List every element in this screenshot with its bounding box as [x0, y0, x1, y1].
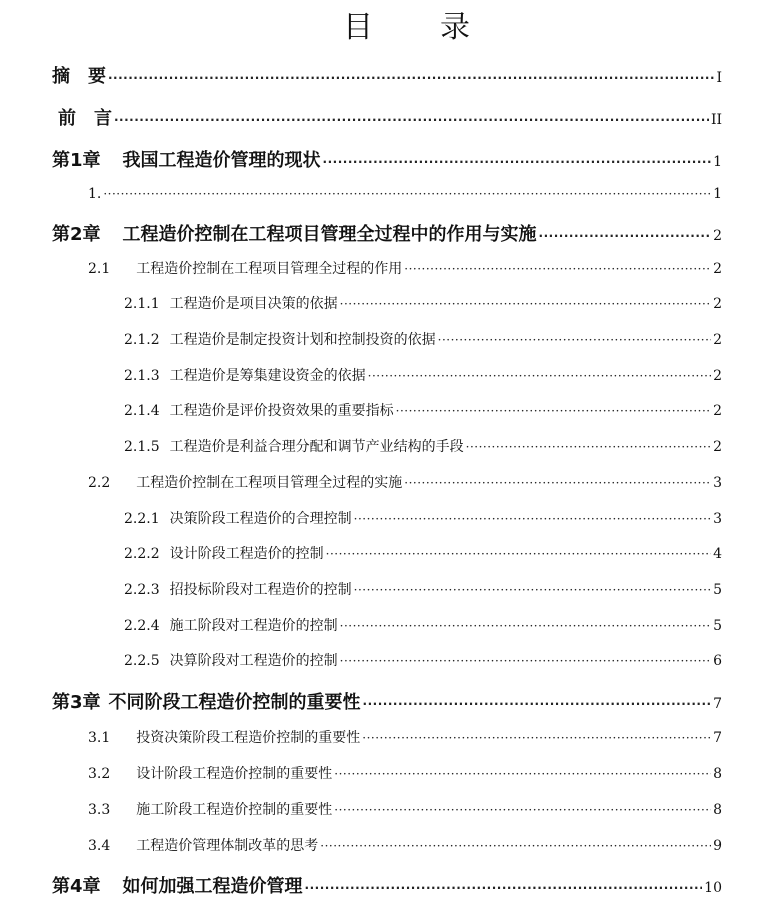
toc-entry-title: 工程造价控制在工程项目管理全过程的作用	[136, 261, 403, 277]
toc-entry[interactable]	[52, 62, 722, 88]
toc-entry[interactable]	[52, 146, 722, 172]
toc-entry-title: 决策阶段工程造价的合理控制	[169, 511, 352, 527]
toc-leader-dots	[305, 874, 703, 892]
toc-entry-number: 3.3	[88, 802, 111, 818]
toc-leader-dots	[396, 401, 711, 415]
toc-entry[interactable]	[124, 365, 722, 385]
toc-leader-dots	[320, 836, 711, 850]
toc-entry-title: 工程造价控制在工程项目管理全过程的实施	[136, 475, 403, 491]
toc-entry[interactable]	[52, 688, 722, 714]
toc-page-number: II	[710, 112, 722, 128]
toc-leader-dots	[539, 222, 712, 240]
toc-leader-dots	[323, 148, 712, 166]
toc-entry-title: 工程造价是利益合理分配和调节产业结构的手段	[169, 439, 464, 455]
toc-entry-number: 2.1.2	[124, 332, 160, 348]
toc-entry-title: 工程造价控制在工程项目管理全过程中的作用与实施	[122, 224, 537, 245]
toc-entry-number: 第3章	[52, 692, 101, 713]
toc-entry[interactable]	[124, 650, 722, 670]
toc-page-number: 5	[713, 618, 722, 634]
toc-page-number: 2	[713, 296, 722, 312]
toc-entry-number: 摘 要	[52, 66, 106, 87]
toc-page-number: 2	[713, 368, 722, 384]
toc-entry-number: 2.2.4	[124, 618, 160, 634]
toc-entry-number: 第1章	[52, 150, 101, 171]
toc-entry-title: 如何加强工程造价管理	[122, 876, 303, 897]
toc-leader-dots	[362, 728, 711, 742]
toc-entry[interactable]	[88, 472, 722, 492]
toc-leader-dots	[368, 366, 711, 380]
toc-leader-dots	[103, 184, 711, 198]
toc-page-number: 4	[713, 546, 722, 562]
toc-leader-dots	[404, 259, 711, 273]
toc-page-number: 6	[713, 653, 722, 669]
toc-entry-number: 前 言	[58, 108, 112, 129]
toc-page-number: 2	[713, 403, 722, 419]
toc-leader-dots	[363, 690, 712, 708]
toc-title-char-2: 录	[440, 10, 472, 45]
toc-page-number: 7	[713, 696, 722, 712]
toc-page-number: 8	[713, 766, 722, 782]
toc-leader-dots	[354, 580, 711, 594]
toc-leader-dots	[334, 764, 711, 778]
toc-entry-number: 3.1	[88, 730, 111, 746]
toc-entry-number: 2.2.3	[124, 582, 160, 598]
toc-entry[interactable]	[88, 184, 722, 202]
toc-entry-title: 工程造价是筹集建设资金的依据	[169, 368, 366, 384]
toc-entry[interactable]	[52, 220, 722, 246]
toc-entry-number: 第4章	[52, 876, 101, 897]
toc-page-number: 3	[713, 475, 722, 491]
toc-page-number: 2	[713, 261, 722, 277]
toc-page-number: 8	[713, 802, 722, 818]
toc-leader-dots	[340, 616, 711, 630]
toc-leader-dots	[340, 651, 711, 665]
toc-entry-number: 3.2	[88, 766, 111, 782]
toc-entry[interactable]	[88, 799, 722, 819]
toc-entry[interactable]	[124, 508, 722, 528]
toc-entry-number: 2.1.5	[124, 439, 160, 455]
toc-entry-number: 2.1.1	[124, 296, 160, 312]
toc-page-number: 7	[713, 730, 722, 746]
toc-entry[interactable]	[58, 104, 722, 130]
toc-entry[interactable]	[124, 543, 722, 563]
toc-entry-title: 工程造价是制定投资计划和控制投资的依据	[169, 332, 436, 348]
toc-page-number: 9	[713, 838, 722, 854]
toc-entry-number: 2.1.4	[124, 403, 160, 419]
toc-leader-dots	[114, 106, 709, 124]
toc-leader-dots	[340, 294, 711, 308]
toc-entry-title: 设计阶段工程造价控制的重要性	[136, 766, 333, 782]
toc-entry[interactable]	[88, 258, 722, 278]
toc-entry[interactable]	[124, 400, 722, 420]
toc-entry-number: 第2章	[52, 224, 101, 245]
toc-entry-number: 2.2.1	[124, 511, 160, 527]
toc-page-number: 2	[713, 228, 722, 244]
toc-entry-title: 工程造价是评价投资效果的重要指标	[169, 403, 394, 419]
toc-page-number: 1	[713, 186, 722, 202]
toc-entry[interactable]	[124, 293, 722, 313]
toc-entry-number: 2.1.3	[124, 368, 160, 384]
toc-entry-number: 2.2	[88, 475, 111, 491]
toc-entry-title: 我国工程造价管理的现状	[122, 150, 321, 171]
toc-entry-title: 工程造价管理体制改革的思考	[136, 838, 319, 854]
toc-leader-dots	[438, 330, 711, 344]
toc-page-number: 3	[713, 511, 722, 527]
toc-leader-dots	[326, 544, 711, 558]
toc-entry-number: 2.2.2	[124, 546, 160, 562]
toc-leader-dots	[334, 800, 711, 814]
toc-title-char-1: 目	[343, 10, 375, 45]
toc-entry[interactable]	[88, 763, 722, 783]
toc-page-number: 10	[704, 880, 722, 896]
toc-entry-number: 3.4	[88, 838, 111, 854]
toc-entry-title: 招投标阶段对工程造价的控制	[169, 582, 352, 598]
toc-entry-title: 不同阶段工程造价控制的重要性	[108, 692, 361, 713]
toc-page-number: 1	[713, 154, 722, 170]
toc-page-number: 2	[713, 332, 722, 348]
toc-leader-dots	[404, 473, 711, 487]
toc-entry-title: 施工阶段对工程造价的控制	[169, 618, 338, 634]
toc-entry[interactable]	[88, 727, 722, 747]
toc-entry-title: 施工阶段工程造价控制的重要性	[136, 802, 333, 818]
toc-entry-title: 投资决策阶段工程造价控制的重要性	[136, 730, 361, 746]
toc-entry-number: 2.2.5	[124, 653, 160, 669]
toc-entry[interactable]	[124, 436, 722, 456]
toc-entry-number: 1.	[88, 186, 102, 202]
toc-entry[interactable]	[124, 579, 722, 599]
toc-page-number: 2	[713, 439, 722, 455]
toc-entry[interactable]	[52, 872, 722, 898]
toc-page-number: 5	[713, 582, 722, 598]
toc-leader-dots	[108, 64, 714, 82]
toc-entry[interactable]	[88, 835, 722, 855]
toc-entry-title: 设计阶段工程造价的控制	[169, 546, 324, 562]
toc-entry-title: 工程造价是项目决策的依据	[169, 296, 338, 312]
toc-entry-title: 决算阶段对工程造价的控制	[169, 653, 338, 669]
toc-entry[interactable]	[124, 615, 722, 635]
toc-entry-number: 2.1	[88, 261, 111, 277]
toc-entry[interactable]	[124, 329, 722, 349]
toc-leader-dots	[466, 437, 711, 451]
toc-leader-dots	[354, 509, 711, 523]
toc-page-number: I	[716, 70, 722, 86]
